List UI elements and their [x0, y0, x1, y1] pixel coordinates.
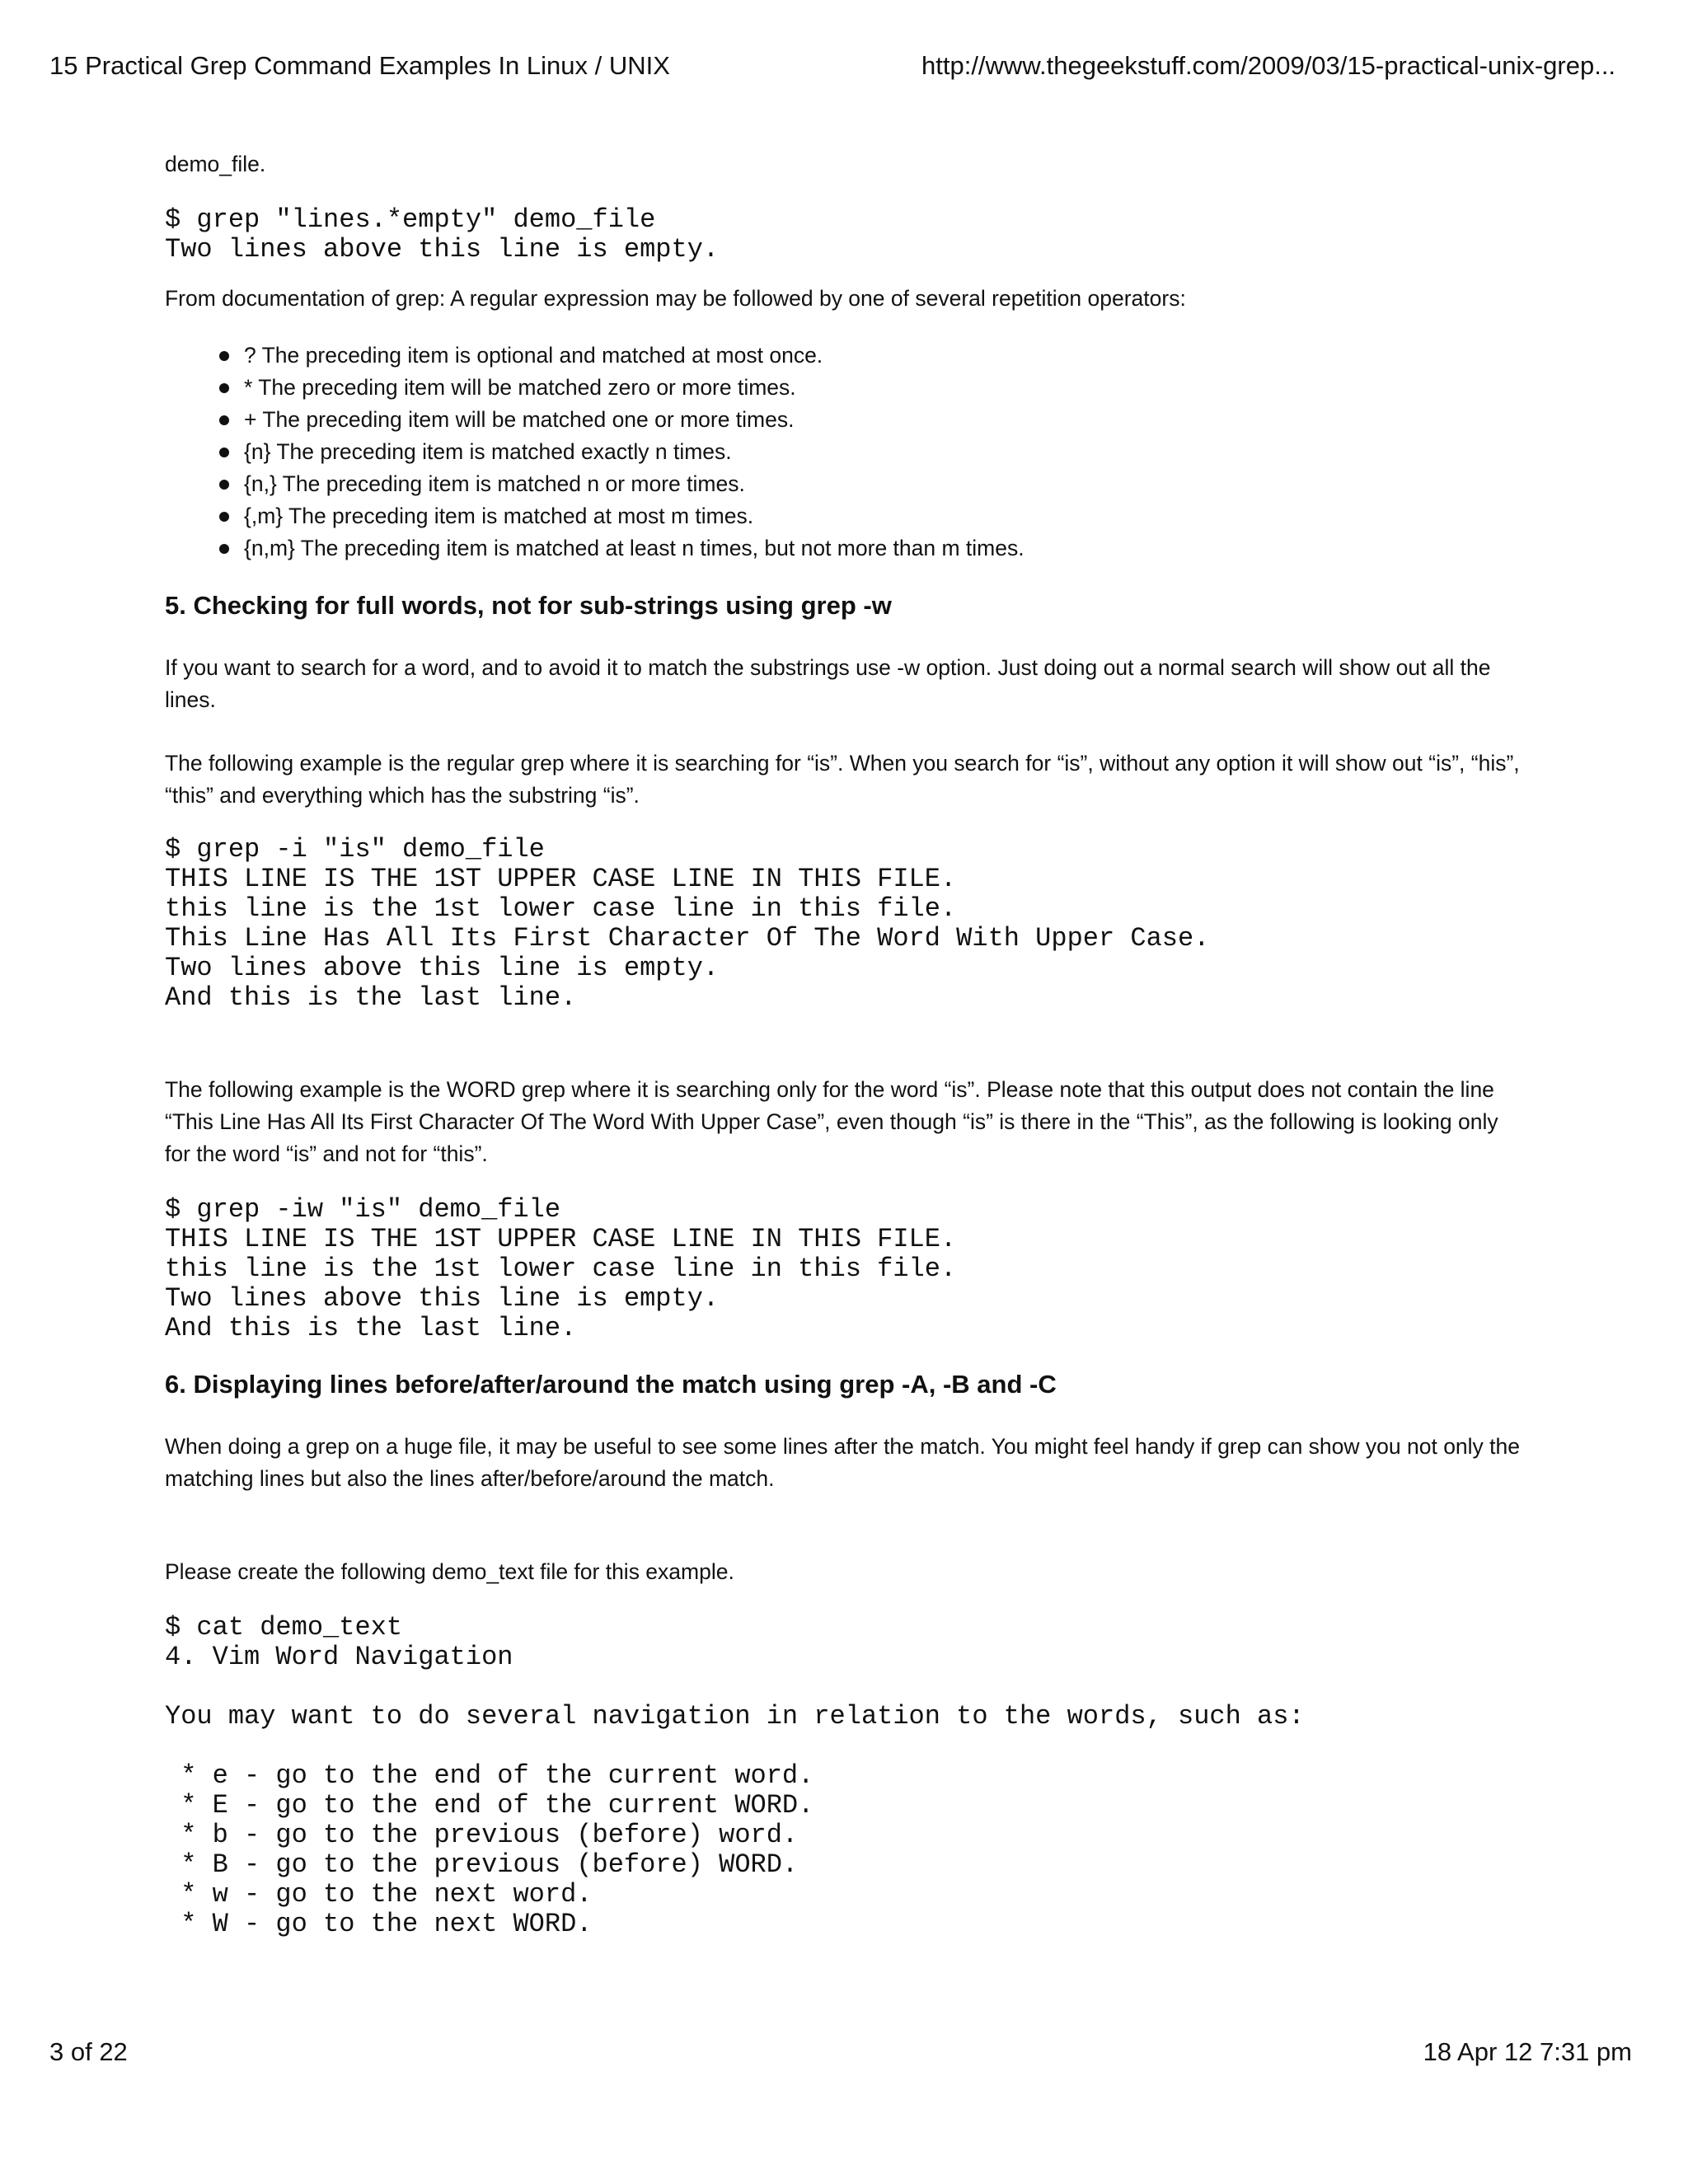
code-block-4: $ cat demo_text 4. Vim Word Navigation You may want to do several navigation in relation to the words, such as: * e - go to the end of the current word. * E - go to the end of the current WORD. * b - go to the previous (before) word. * B - go to the previous (before) WORD. * w - go to the next word. * W - go to the next WORD.: [165, 1612, 1305, 1939]
list-item: ? The preceding item is optional and matched at most once.: [244, 340, 1525, 372]
code-block-1: $ grep "lines.*empty" demo_file Two lines above this line is empty.: [165, 204, 720, 265]
print-timestamp: 18 Apr 12 7:31 pm: [1423, 2037, 1632, 2066]
intro-tail: demo_file.: [165, 152, 266, 176]
list-item: {n,m} The preceding item is matched at least n times, but not more than m times.: [244, 532, 1525, 565]
list-item: * The preceding item will be matched zero or more times.: [244, 372, 1525, 404]
section-5-paragraph-2: The following example is the regular grep where it is searching for “is”. When you search for “is”, without any option it will show out “is”, “his”, “this” and everything which has the substring “is”.: [165, 751, 1520, 808]
section-6-heading: 6. Displaying lines before/after/around the match using grep -A, -B and -C: [165, 1370, 1057, 1399]
section-5-paragraph-1: If you want to search for a word, and to avoid it to match the substrings use -w option. Just doing out a normal search will show out all the lines.: [165, 655, 1491, 712]
doc-note: From documentation of grep: A regular expression may be followed by one of several repetition operators:: [165, 286, 1186, 311]
page-header-title: 15 Practical Grep Command Examples In Linux / UNIX: [49, 51, 670, 80]
list-item: + The preceding item will be matched one or more times.: [244, 404, 1525, 436]
list-item: {n,} The preceding item is matched n or more times.: [244, 468, 1525, 500]
section-5-heading: 5. Checking for full words, not for sub-strings using grep -w: [165, 591, 892, 620]
list-item: {n} The preceding item is matched exactly n times.: [244, 436, 1525, 468]
section-6-paragraph-1: When doing a grep on a huge file, it may be useful to see some lines after the match. You might feel handy if grep can show you not only the matching lines but also the lines after/before/around the match.: [165, 1434, 1521, 1491]
code-block-2: $ grep -i "is" demo_file THIS LINE IS THE 1ST UPPER CASE LINE IN THIS FILE. this line is the 1st lower case line in this file. This Line Has All Its First Character Of The Word With Upper Case. Two lines above this line is empty. And this is the last line.: [165, 834, 1210, 1013]
section-5-paragraph-3: The following example is the WORD grep where it is searching only for the word “is”. Please note that this output does not contain the line “This Line Has All Its First Character Of The Word With Upper Case”, even though “is” is there in the “This”, as the following is looking only for the word “is” and not for “this”.: [165, 1077, 1498, 1166]
code-block-3: $ grep -iw "is" demo_file THIS LINE IS THE 1ST UPPER CASE LINE IN THIS FILE. this line is the 1st lower case line in this file. Two lines above this line is empty. And this is the last line.: [165, 1194, 957, 1343]
operator-list: [165, 340, 1525, 565]
article-body: [165, 148, 1525, 1939]
list-item: {,m} The preceding item is matched at most m times.: [244, 500, 1525, 532]
page-number: 3 of 22: [49, 2037, 128, 2066]
section-6-paragraph-2: Please create the following demo_text file for this example.: [165, 1559, 734, 1584]
page-header-url: http://www.thegeekstuff.com/2009/03/15-practical-unix-grep...: [921, 51, 1616, 80]
